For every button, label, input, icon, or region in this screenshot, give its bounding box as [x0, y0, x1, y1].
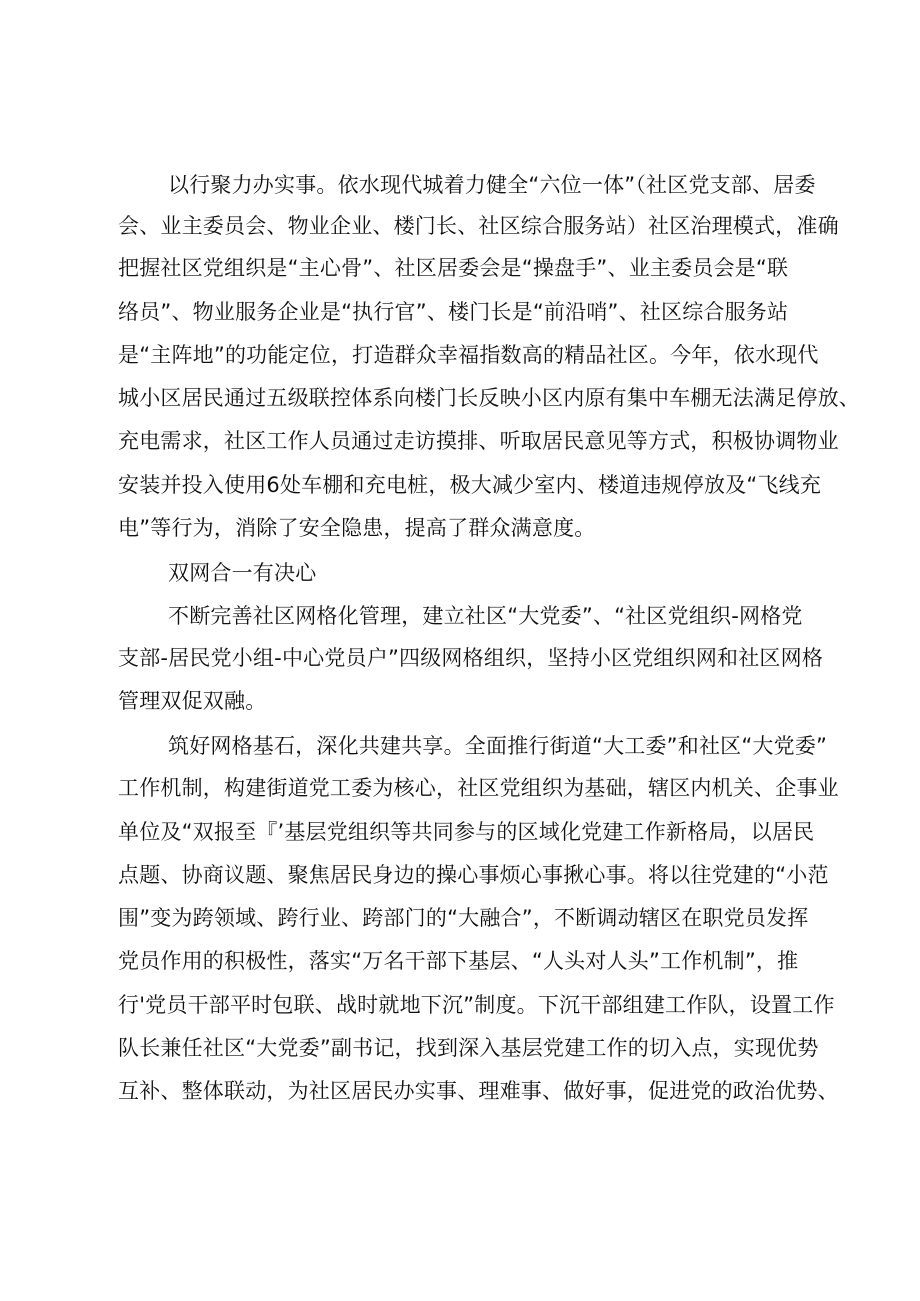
- paragraph-2-line-2: 支部-居民党小组-中心党员户”四级网格组织，坚持小区党组织网和社区网格: [118, 646, 824, 670]
- paragraph-1-line-9: 电”等行为，消除了安全隐患，提高了群众满意度。: [118, 516, 596, 540]
- paragraph-1-line-2: 会、业主委员会、物业企业、楼门长、社区综合服务站）社区治理模式，准确: [118, 214, 839, 238]
- paragraph-1-line-3: 把握社区党组织是“主心骨”、社区居委会是“操盘手”、业主委员会是“联: [118, 256, 789, 280]
- paragraph-3-line-2: 工作机制，构建街道党工委为核心，社区党组织为基础，辖区内机关、企事业: [118, 776, 839, 800]
- paragraph-3-line-4: 点题、协商议题、聚焦居民身边的操心事烦心事揪心事。将以往党建的“小范: [118, 863, 829, 887]
- paragraph-3-line-5: 围”变为跨领域、跨行业、跨部门的“大融合”，不断调动辖区在职党员发挥: [118, 906, 809, 930]
- paragraph-3-line-9: 互补、整体联动，为社区居民办实事、理难事、做好事，促进党的政治优势、: [118, 1079, 839, 1103]
- paragraph-1-line-6: 城小区居民通过五级联控体系向楼门长反映小区内原有集中车棚无法满足停放、: [118, 386, 860, 410]
- paragraph-1-line-8: 安装并投入使用6处车棚和充电桩，极大减少室内、楼道违规停放及“飞线充: [118, 473, 822, 497]
- paragraph-3-line-6: 党员作用的积极性，落实“万名干部下基层、“人头对人头”工作机制”，推: [118, 949, 799, 973]
- paragraph-1-line-5: 是“主阵地”的功能定位，打造群众幸福指数高的精品社区。今年，依水现代: [118, 343, 819, 367]
- paragraph-3-line-1: 筑好网格基石，深化共建共享。全面推行街道“大工委”和社区“大党委”: [168, 734, 828, 758]
- paragraph-3-line-8: 队长兼任社区“大党委”副书记，找到深入基层党建工作的切入点，实现优势: [118, 1036, 819, 1060]
- paragraph-1-line-1: 以行聚力办实事。依水现代城着力健全“六位一体”（社区党支部、居委: [168, 173, 816, 197]
- paragraph-3-line-3: 单位及“双报至『’基层党组织等共同参与的区域化党建工作新格局，以居民: [118, 820, 815, 844]
- paragraph-2-line-1: 不断完善社区网格化管理，建立社区“大党委”、“社区党组织-网格党: [168, 604, 803, 628]
- section-heading: 双网合一有决心: [168, 561, 317, 585]
- paragraph-2-line-3: 管理双促双融。: [118, 689, 267, 713]
- paragraph-1-line-7: 充电需求，社区工作人员通过走访摸排、听取居民意见等方式，积极协调物业: [118, 429, 839, 453]
- paragraph-1-line-4: 络员”、物业服务企业是“执行官”、楼门长是“前沿哨”、社区综合服务站: [118, 300, 789, 324]
- paragraph-3-line-7: 行'党员干部平时包联、战时就地下沉”制度。下沉干部组建工作队，设置工作: [118, 993, 835, 1017]
